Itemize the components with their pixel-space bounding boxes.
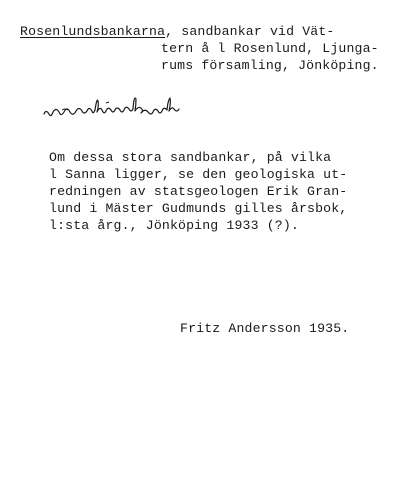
entry-line-2: tern å l Rosenlund, Ljunga- xyxy=(161,41,379,56)
body-line-1: Om dessa stora sandbankar, på vilka xyxy=(49,150,332,165)
entry-line-3: rums församling, Jönköping. xyxy=(161,58,379,73)
body-line-5: l:sta årg., Jönköping 1933 (?). xyxy=(49,218,299,233)
headword: Rosenlundsbankarna xyxy=(20,24,166,39)
entry-line-1: , sandbankar vid Vät- xyxy=(165,24,335,39)
entry-first-line xyxy=(20,24,335,40)
body-line-3: redningen av statsgeologen Erik Gran- xyxy=(49,184,348,199)
body-line-2: l Sanna ligger, se den geologiska ut- xyxy=(49,167,348,182)
body-line-4: lund i Mäster Gudmunds gilles årsbok, xyxy=(49,201,348,216)
signature: Fritz Andersson 1935. xyxy=(180,321,350,336)
pronunciation-handwritten xyxy=(40,96,240,126)
